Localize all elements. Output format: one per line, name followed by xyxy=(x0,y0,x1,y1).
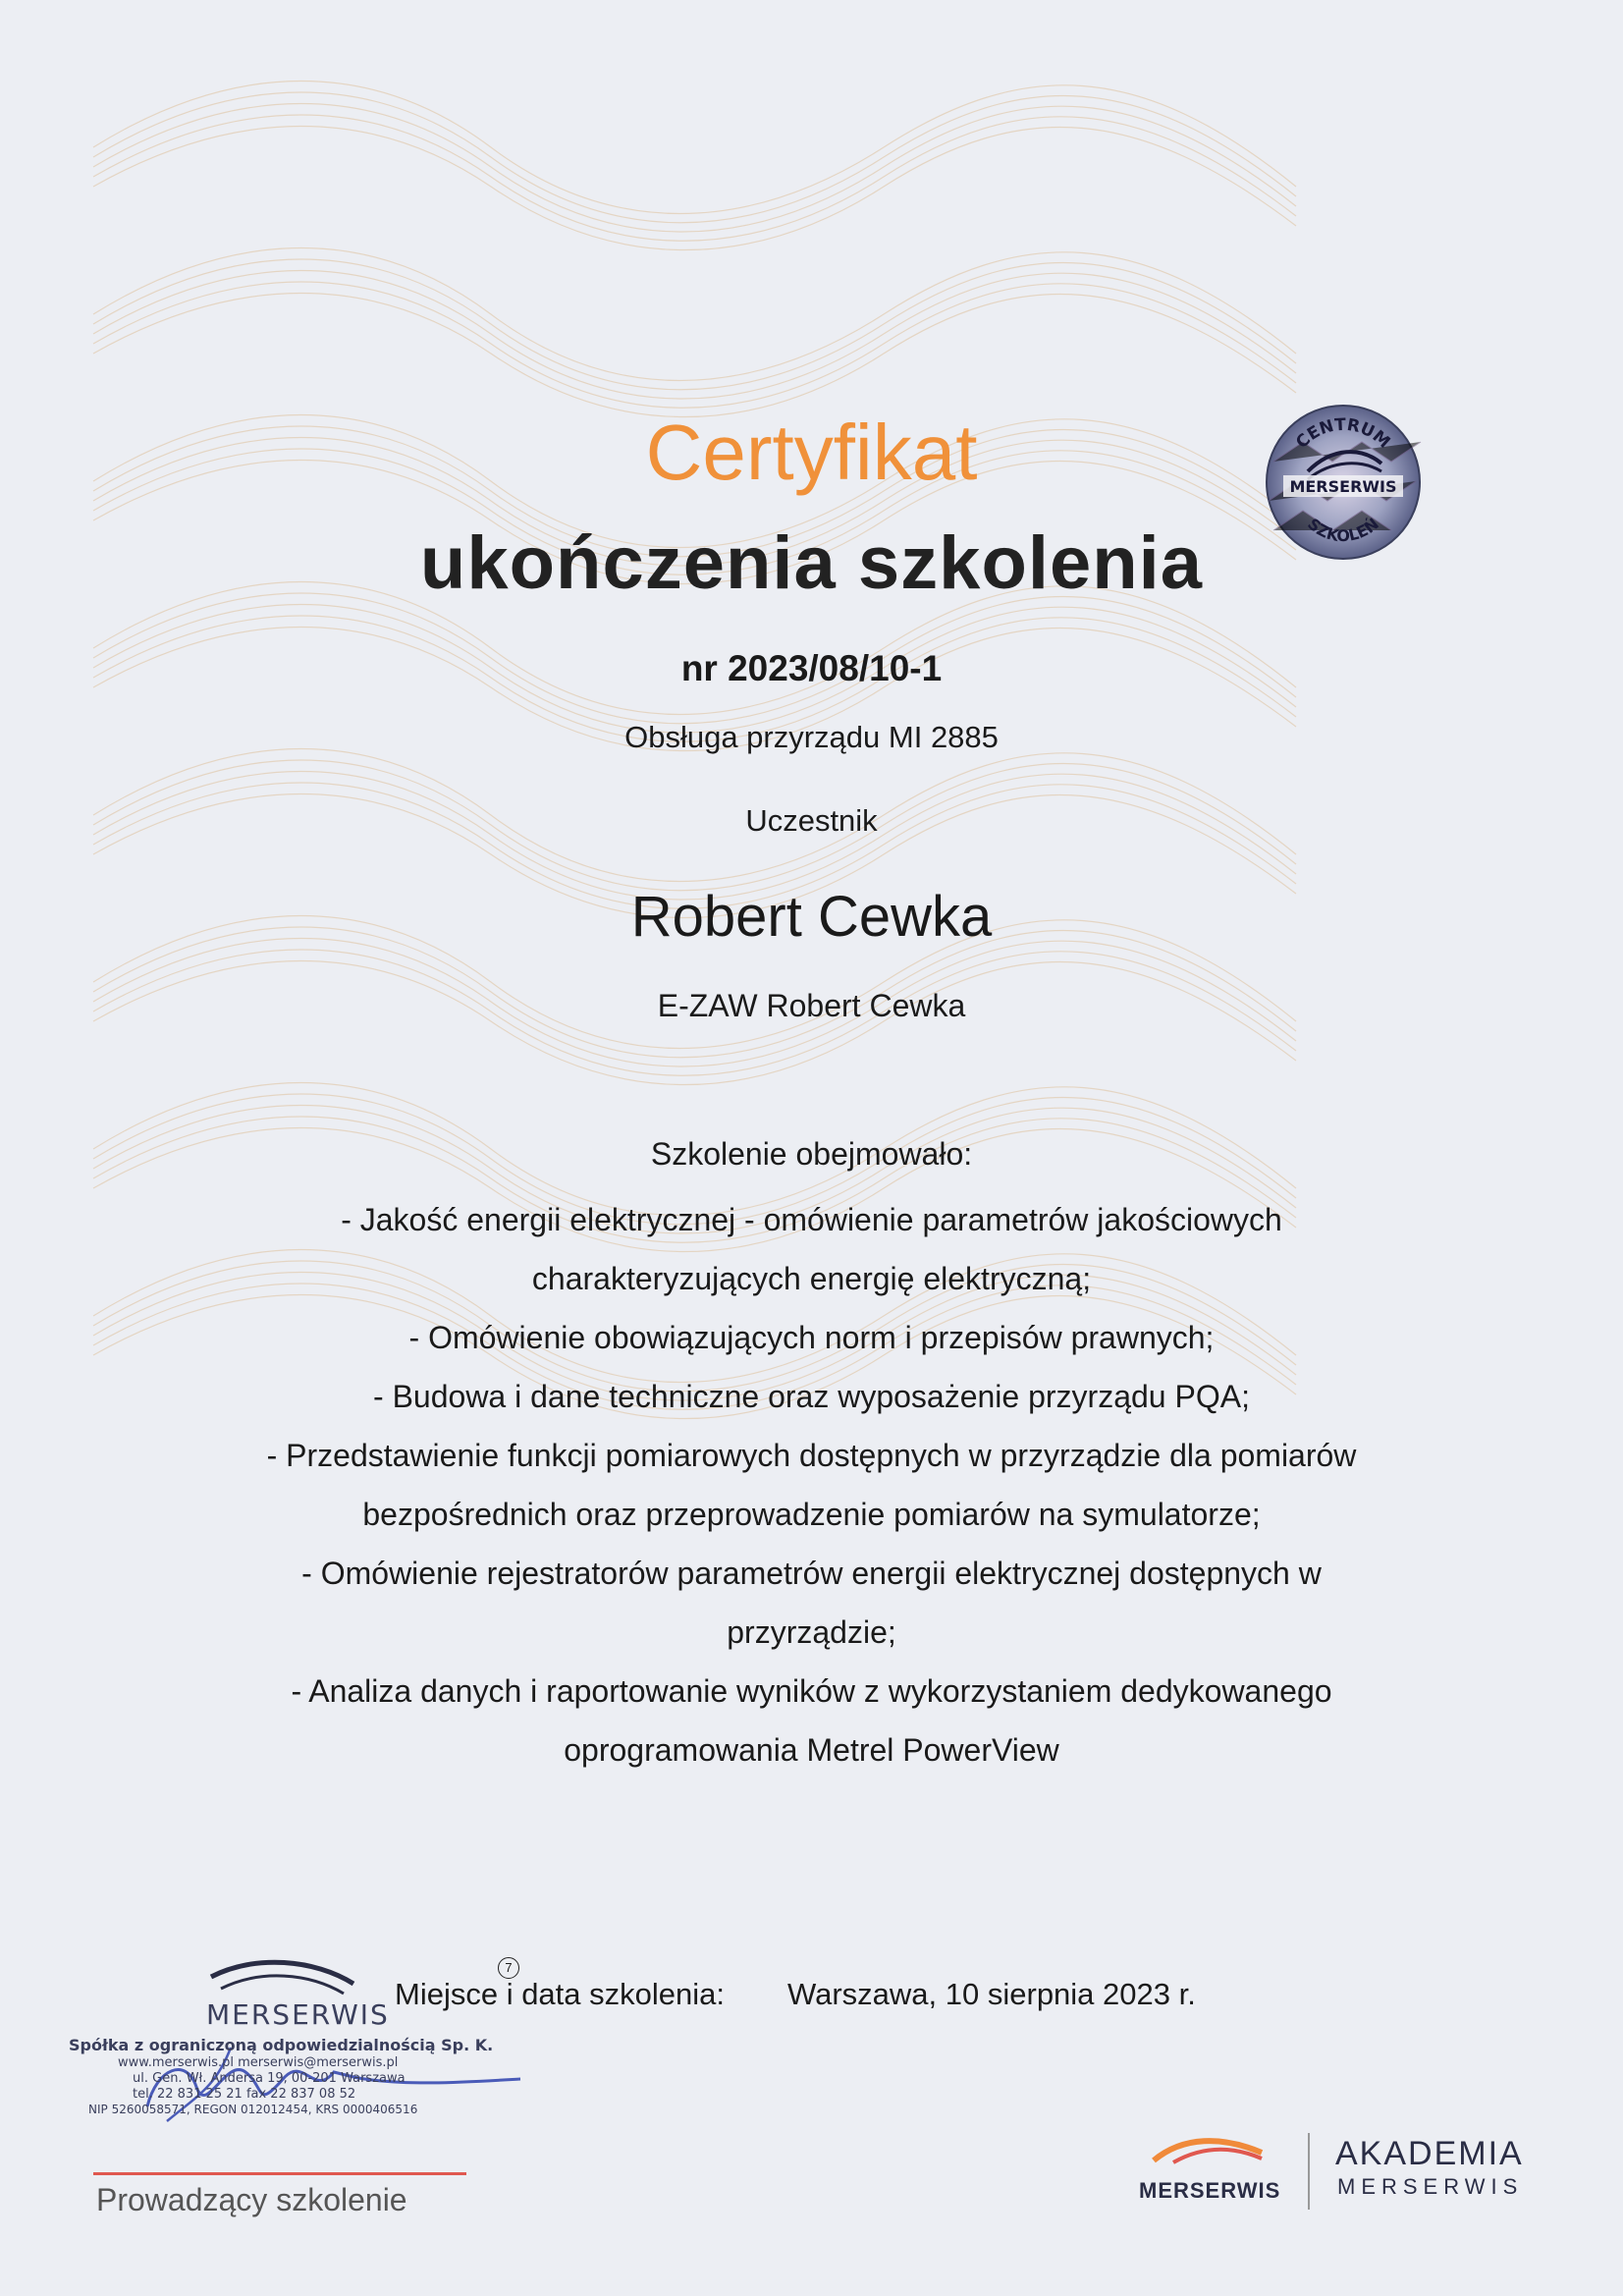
seal-top-text: CENTRUM xyxy=(1292,414,1394,453)
participant-name: Robert Cewka xyxy=(630,885,993,949)
scope-line: przyrządzie; xyxy=(727,1614,896,1650)
scope-line: bezpośrednich oraz przeprowadzenie pomiarów na symulatorze; xyxy=(362,1497,1261,1532)
scope-label: Szkolenie obejmowało: xyxy=(650,1136,973,1172)
scope-line: - Jakość energii elektrycznej - omówienie parametrów jakościowych xyxy=(341,1202,1282,1237)
stamp-line: NIP 5260058571, REGON 012012454, KRS 0000406516 xyxy=(88,2103,418,2116)
participant-company: E-ZAW Robert Cewka xyxy=(657,988,966,1023)
signature-line xyxy=(93,2172,466,2175)
stamp-line: ul. Gen. Wł. Andersa 19, 00-201 Warszawa xyxy=(133,2071,406,2086)
place-date-value: Warszawa, 10 sierpnia 2023 r. xyxy=(787,1977,1196,2011)
scope-line: charakteryzujących energię elektryczną; xyxy=(531,1261,1092,1296)
seal-middle-text: MERSERWIS xyxy=(1289,477,1397,496)
seal-bottom-text: SZKOLEŃ xyxy=(1304,514,1382,546)
scope-line: - Omówienie obowiązujących norm i przepisów prawnych; xyxy=(408,1320,1215,1355)
stamp-line: www.merserwis.pl merserwis@merserwis.pl xyxy=(118,2055,399,2070)
certificate-subtitle: ukończenia szkolenia xyxy=(419,521,1204,605)
place-date-label: Miejsce i data szkolenia: xyxy=(395,1977,725,2011)
course-name: Obsługa przyrządu MI 2885 xyxy=(624,720,999,754)
logo-divider xyxy=(1308,2133,1310,2210)
instructor-label: Prowadzący szkolenie xyxy=(96,2182,407,2217)
scope-line: - Przedstawienie funkcji pomiarowych dostępnych w przyrządzie dla pomiarów xyxy=(266,1438,1357,1473)
footer-merserwis-wordmark: MERSERWIS xyxy=(1139,2178,1281,2203)
stamp-line: tel. 22 831 25 21 fax 22 837 08 52 xyxy=(133,2087,356,2102)
participant-label: Uczestnik xyxy=(745,803,878,838)
certificate-title: Certyfikat xyxy=(645,409,978,496)
akademia-wordmark: AKADEMIA xyxy=(1335,2135,1524,2172)
certificate-number: nr 2023/08/10-1 xyxy=(680,648,943,688)
handwritten-circle-mark: 7 xyxy=(498,1957,519,1979)
scope-line: oprogramowania Metrel PowerView xyxy=(564,1732,1059,1768)
scope-line: - Analiza danych i raportowanie wyników z wykorzystaniem dedykowanego xyxy=(291,1673,1332,1709)
company-stamp xyxy=(59,1949,530,2146)
scope-list xyxy=(0,1190,1623,1779)
merserwis-wave-icon xyxy=(1149,2131,1276,2170)
stamp-brand: MERSERWIS xyxy=(206,1998,390,2031)
akademia-sub-wordmark: MERSERWIS xyxy=(1337,2174,1524,2199)
akademia-merserwis-logo xyxy=(1139,2131,1551,2210)
scope-line: - Budowa i dane techniczne oraz wyposażenie przyrządu PQA; xyxy=(373,1379,1250,1414)
scope-line: - Omówienie rejestratorów parametrów energii elektrycznej dostępnych w xyxy=(301,1556,1322,1591)
stamp-line: Spółka z ograniczoną odpowiedzialnością Sp. K. xyxy=(69,2036,494,2054)
